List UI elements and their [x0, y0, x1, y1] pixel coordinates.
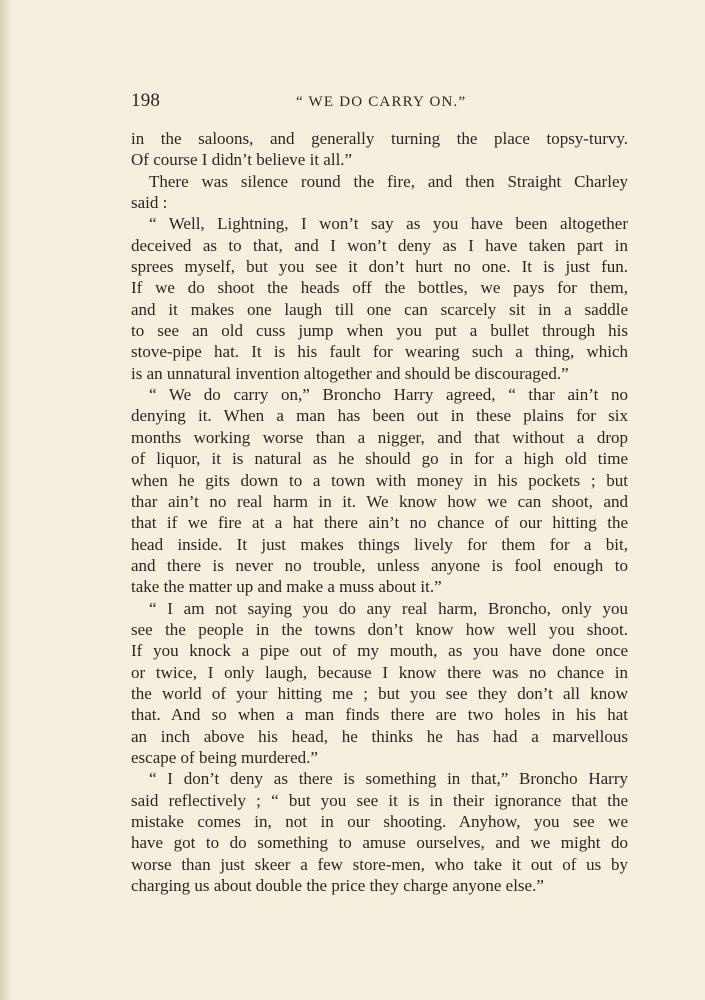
- text-line: in the saloons, and generally turning the place topsy-turvy.: [131, 129, 628, 148]
- text-line: take the matter up and make a muss about it.”: [131, 577, 442, 597]
- text-line: is an unnatural invention altogether and should be discouraged.”: [131, 363, 569, 383]
- text-line: see the people in the towns don’t know how well you shoot.: [131, 619, 628, 639]
- text-line: said :: [131, 193, 168, 213]
- text-line: that if we fire at a hat there ain’t no chance of our hitting the: [131, 513, 628, 533]
- text-line: charging us about double the price they charge anyone else.”: [131, 876, 544, 896]
- page-number: 198: [131, 90, 161, 111]
- text-line: “ Well, Lightning, I won’t say as you have been altogether: [149, 214, 628, 234]
- text-line: or twice, I only laugh, because I know there was no chance in: [131, 662, 628, 682]
- text-line: “ We do carry on,” Broncho Harry agreed, “ thar ain’t no: [149, 385, 628, 405]
- page-header: [131, 90, 628, 112]
- text-line: to see an old cuss jump when you put a bullet through his: [131, 321, 628, 341]
- text-line: mistake comes in, not in our shooting. Anyhow, you see we: [131, 812, 628, 831]
- text-line: that. And so when a man finds there are two holes in his hat: [131, 705, 628, 725]
- text-line: escape of being murdered.”: [131, 747, 318, 767]
- text-line: and it makes one laugh till one can scarcely sit in a saddle: [131, 299, 628, 319]
- text-line: There was silence round the fire, and then Straight Charley: [149, 171, 628, 191]
- body-text: [131, 128, 628, 896]
- text-line: of liquor, it is natural as he should go in for a high old time: [131, 449, 628, 469]
- text-line: when he gits down to a town with money in his pockets ; but: [131, 470, 628, 490]
- text-line: said reflectively ; “ but you see it is in their ignorance that the: [131, 790, 628, 810]
- text-line: “ I am not saying you do any real harm, Broncho, only you: [149, 598, 628, 618]
- text-line: denying it. When a man has been out in these plains for six: [131, 406, 628, 426]
- text-line: head inside. It just makes things lively for them for a bit,: [131, 534, 628, 554]
- text-line: thar ain’t no real harm in it. We know how we can shoot, and: [131, 491, 628, 511]
- text-line: have got to do something to amuse ourselves, and we might do: [131, 833, 628, 853]
- text-line: Of course I didn’t believe it all.”: [131, 150, 353, 170]
- text-line: If you knock a pipe out of my mouth, as you have done once: [131, 641, 628, 661]
- running-head: “ WE DO CARRY ON.”: [296, 94, 467, 110]
- text-line: the world of your hitting me ; but you see they don’t all know: [131, 683, 628, 703]
- text-line: If we do shoot the heads off the bottles, we pays for them,: [131, 278, 628, 298]
- text-line: worse than just skeer a few store-men, who take it out of us by: [131, 854, 628, 874]
- text-line: “ I don’t deny as there is something in that,” Broncho Harry: [149, 769, 628, 789]
- text-line: and there is never no trouble, unless anyone is fool enough to: [131, 555, 628, 575]
- text-line: months working worse than a nigger, and that without a drop: [131, 427, 628, 447]
- text-line: stove-pipe hat. It is his fault for wearing such a thing, which: [131, 342, 628, 362]
- text-line: sprees myself, but you see it don’t hurt no one. It is just fun.: [131, 257, 628, 277]
- page-gutter-shadow: [0, 0, 12, 1000]
- text-line: an inch above his head, he thinks he has had a marvellous: [131, 726, 628, 746]
- text-line: deceived as to that, and I won’t deny as I have taken part in: [131, 235, 628, 255]
